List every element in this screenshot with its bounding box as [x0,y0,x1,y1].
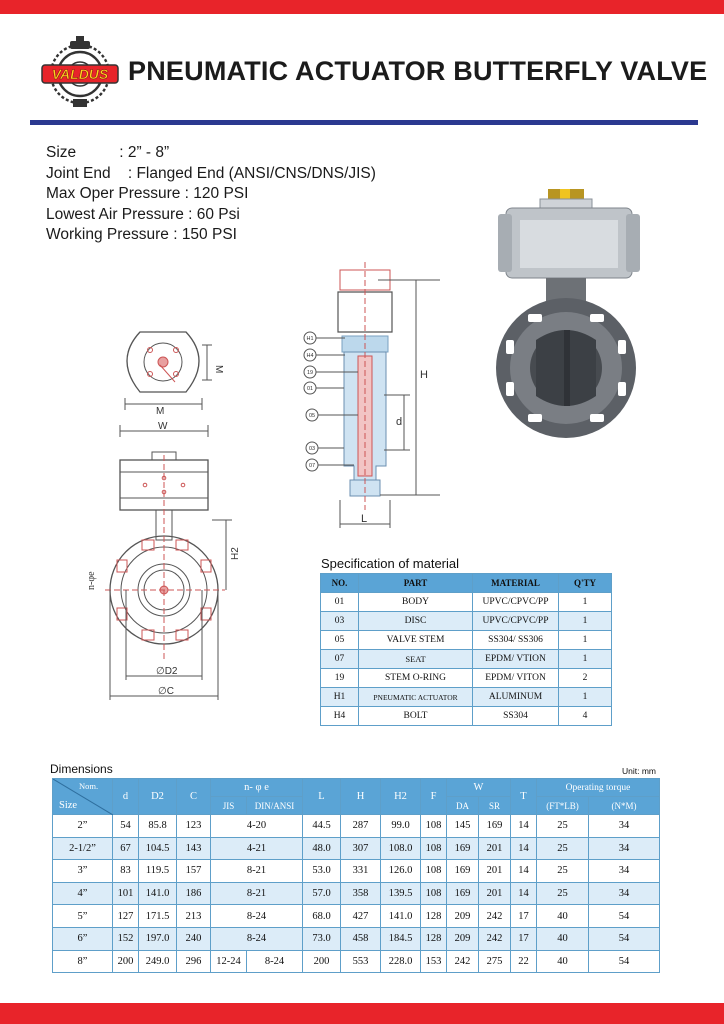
material-cell: STEM O-RING [359,669,473,688]
dim-cell: 34 [589,837,660,860]
material-cell: 4 [559,707,612,726]
material-row [321,688,612,707]
dim-cell: 296 [177,950,211,973]
dim-header-h2: H2 [381,779,421,815]
material-cell: VALVE STEM [359,631,473,650]
dim-row [53,882,660,905]
dim-cell: 169 [447,837,479,860]
dim-cell: 104.5 [139,837,177,860]
m-bottom-label: M [156,406,165,417]
dim-row [53,905,660,928]
dim-cell: 287 [341,815,381,838]
dim-header-size: Size [59,800,78,811]
dim-cell: 14 [511,815,537,838]
dimensions-table [52,778,660,973]
callout-03: 03 [308,446,316,452]
top-view-drawing [125,332,212,410]
dim-cell: 40 [537,950,589,973]
spec-lowest-air-pressure: Lowest Air Pressure : 60 Psi [46,205,240,223]
dim-cell: 53.0 [303,860,341,883]
dim-cell: 209 [447,905,479,928]
dim-cell: 108.0 [381,837,421,860]
dim-cell: 213 [177,905,211,928]
material-header-material: MATERIAL [473,574,559,593]
callout-h1: H1 [306,336,314,342]
material-header-qty: Q'TY [559,574,612,593]
dim-cell: 14 [511,837,537,860]
dim-row [53,815,660,838]
material-cell: SS304 [473,707,559,726]
c-label: ∅C [158,686,174,697]
dim-cell: 34 [589,882,660,905]
dim-cell: 197.0 [139,927,177,950]
dim-cell: 85.8 [139,815,177,838]
front-view-drawing [105,425,232,700]
dim-cell: 108 [421,837,447,860]
callout-h4: H4 [306,353,314,359]
dim-cell: 139.5 [381,882,421,905]
dim-cell: 169 [479,815,511,838]
dim-cell: 427 [341,905,381,928]
dimensions-title: Dimensions [50,762,113,776]
material-header-no: NO. [321,574,359,593]
dim-cell: 145 [447,815,479,838]
material-cell: 03 [321,612,359,631]
dim-cell: 4-21 [211,837,303,860]
dim-cell: 99.0 [381,815,421,838]
dim-header-t: T [511,779,537,815]
dim-cell: 57.0 [303,882,341,905]
dim-cell: 101 [113,882,139,905]
material-cell: PNEUMATIC ACTUATOR [359,688,473,707]
w-label: W [158,421,168,432]
spec-max-oper-pressure: Max Oper Pressure : 120 PSI [46,185,249,202]
material-cell: BODY [359,593,473,612]
dim-row [53,860,660,883]
dim-cell: 242 [479,905,511,928]
material-row [321,612,612,631]
material-cell: EPDM/ VITON [473,669,559,688]
dim-cell: 186 [177,882,211,905]
dim-cell: 153 [421,950,447,973]
dim-cell: 458 [341,927,381,950]
dim-header-din-ansi: DIN/ANSI [247,797,303,815]
dim-cell: 34 [589,860,660,883]
dim-cell: 553 [341,950,381,973]
dim-cell: 8-21 [211,860,303,883]
dim-cell: 12-24 [211,950,247,973]
dim-cell: 54 [589,905,660,928]
material-cell: BOLT [359,707,473,726]
dim-cell: 17 [511,905,537,928]
dim-cell: 242 [447,950,479,973]
dim-cell: 157 [177,860,211,883]
material-row [321,631,612,650]
dim-header-d2: D2 [139,779,177,815]
dim-cell: 40 [537,927,589,950]
dim-cell: 108 [421,815,447,838]
dim-header-h: H [341,779,381,815]
dim-cell: 249.0 [139,950,177,973]
dim-cell: 6” [53,927,113,950]
material-cell: DISC [359,612,473,631]
dim-cell: 4” [53,882,113,905]
material-cell: 1 [559,631,612,650]
dim-cell: 8-24 [211,927,303,950]
material-cell: 1 [559,688,612,707]
h2-label: H2 [230,547,241,560]
dim-cell: 331 [341,860,381,883]
dim-header-sr: SR [479,797,511,815]
dim-cell: 209 [447,927,479,950]
dim-cell: 48.0 [303,837,341,860]
material-cell: H4 [321,707,359,726]
dim-cell: 8-24 [211,905,303,928]
spec-size: Size : 2” - 8” [46,144,170,161]
material-cell: SS304/ SS306 [473,631,559,650]
material-row [321,650,612,669]
dim-cell: 127 [113,905,139,928]
l-label: L [361,513,368,525]
material-cell: UPVC/CPVC/PP [473,612,559,631]
dim-header-row-1 [53,779,660,797]
dim-cell: 25 [537,860,589,883]
dim-header-jis: JIS [211,797,247,815]
dim-cell: 22 [511,950,537,973]
material-cell: 05 [321,631,359,650]
callout-05: 05 [308,413,316,419]
dim-cell: 68.0 [303,905,341,928]
dim-header-l: L [303,779,341,815]
material-cell: SEAT [359,650,473,669]
dim-cell: 17 [511,927,537,950]
dim-cell: 25 [537,837,589,860]
d2-label: ∅D2 [156,666,178,677]
dim-cell: 54 [589,927,660,950]
dim-row [53,950,660,973]
callout-19: 19 [306,370,314,376]
dim-cell: 25 [537,815,589,838]
dim-cell: 73.0 [303,927,341,950]
dim-cell: 4-20 [211,815,303,838]
dim-cell: 152 [113,927,139,950]
n-phi-e-label: n-φe [86,571,97,590]
dim-cell: 8-21 [211,882,303,905]
dim-cell: 141.0 [381,905,421,928]
dim-header-f: F [421,779,447,815]
material-cell: 07 [321,650,359,669]
dim-cell: 3” [53,860,113,883]
dim-header-d: d [113,779,139,815]
callout-01: 01 [306,386,314,392]
material-row [321,669,612,688]
dim-header-nom-size [53,779,113,815]
dim-row [53,927,660,950]
h-label: H [420,369,428,381]
dim-header-ftlb: (FT*LB) [537,797,589,815]
dim-cell: 108 [421,860,447,883]
dim-row [53,837,660,860]
dim-cell: 200 [113,950,139,973]
material-table-title: Specification of material [321,556,460,571]
material-cell: 01 [321,593,359,612]
material-cell: UPVC/CPVC/PP [473,593,559,612]
dim-cell: 14 [511,860,537,883]
material-cell: 1 [559,593,612,612]
dim-cell: 5” [53,905,113,928]
valve-product-illustration [496,189,640,438]
dim-cell: 201 [479,882,511,905]
dim-header-torque: Operating torque [537,779,660,797]
dim-cell: 228.0 [381,950,421,973]
dim-header-nm: (N*M) [589,797,660,815]
dim-header-nom: Nom. [79,781,99,791]
page-title: PNEUMATIC ACTUATOR BUTTERFLY VALVE [128,56,708,86]
dimensions-unit: Unit: mm [622,766,656,776]
dim-header-w: W [447,779,511,797]
dim-cell: 123 [177,815,211,838]
bottom-red-bar [0,1003,724,1024]
dim-cell: 40 [537,905,589,928]
dim-header-n-phi-e: n- φ e [211,779,303,797]
dim-cell: 108 [421,882,447,905]
section-view-drawing [304,262,440,528]
material-row [321,593,612,612]
material-cell: 2 [559,669,612,688]
dim-cell: 275 [479,950,511,973]
dim-cell: 171.5 [139,905,177,928]
dim-cell: 8-24 [247,950,303,973]
dim-cell: 8” [53,950,113,973]
dim-cell: 2-1/2” [53,837,113,860]
dim-cell: 307 [341,837,381,860]
material-header-part: PART [359,574,473,593]
material-cell: 19 [321,669,359,688]
dim-cell: 242 [479,927,511,950]
dim-cell: 67 [113,837,139,860]
dim-header-c: C [177,779,211,815]
material-cell: H1 [321,688,359,707]
dim-cell: 128 [421,927,447,950]
dim-cell: 2” [53,815,113,838]
dim-cell: 240 [177,927,211,950]
dim-cell: 201 [479,860,511,883]
m-side-label: M [213,365,224,374]
dim-cell: 14 [511,882,537,905]
spec-working-pressure: Working Pressure : 150 PSI [46,226,237,243]
dim-cell: 54 [113,815,139,838]
dim-cell: 126.0 [381,860,421,883]
dim-cell: 169 [447,860,479,883]
material-cell: ALUMINUM [473,688,559,707]
material-cell: EPDM/ VTION [473,650,559,669]
d-label: d [396,416,403,428]
material-table [320,573,612,726]
dim-cell: 25 [537,882,589,905]
callout-07: 07 [308,463,316,469]
dim-cell: 34 [589,815,660,838]
material-row [321,707,612,726]
material-header-row [321,574,612,593]
dim-cell: 169 [447,882,479,905]
dim-cell: 358 [341,882,381,905]
dim-header-da: DA [447,797,479,815]
material-cell: 1 [559,612,612,631]
dim-cell: 128 [421,905,447,928]
logo-text: VALDUS [51,66,109,82]
dim-cell: 201 [479,837,511,860]
dim-cell: 141.0 [139,882,177,905]
dim-cell: 119.5 [139,860,177,883]
spec-joint-end: Joint End : Flanged End (ANSI/CNS/DNS/JIS) [46,164,376,182]
dim-cell: 200 [303,950,341,973]
dim-cell: 44.5 [303,815,341,838]
dim-cell: 83 [113,860,139,883]
dim-cell: 143 [177,837,211,860]
dim-cell: 184.5 [381,927,421,950]
material-cell: 1 [559,650,612,669]
dim-cell: 54 [589,950,660,973]
